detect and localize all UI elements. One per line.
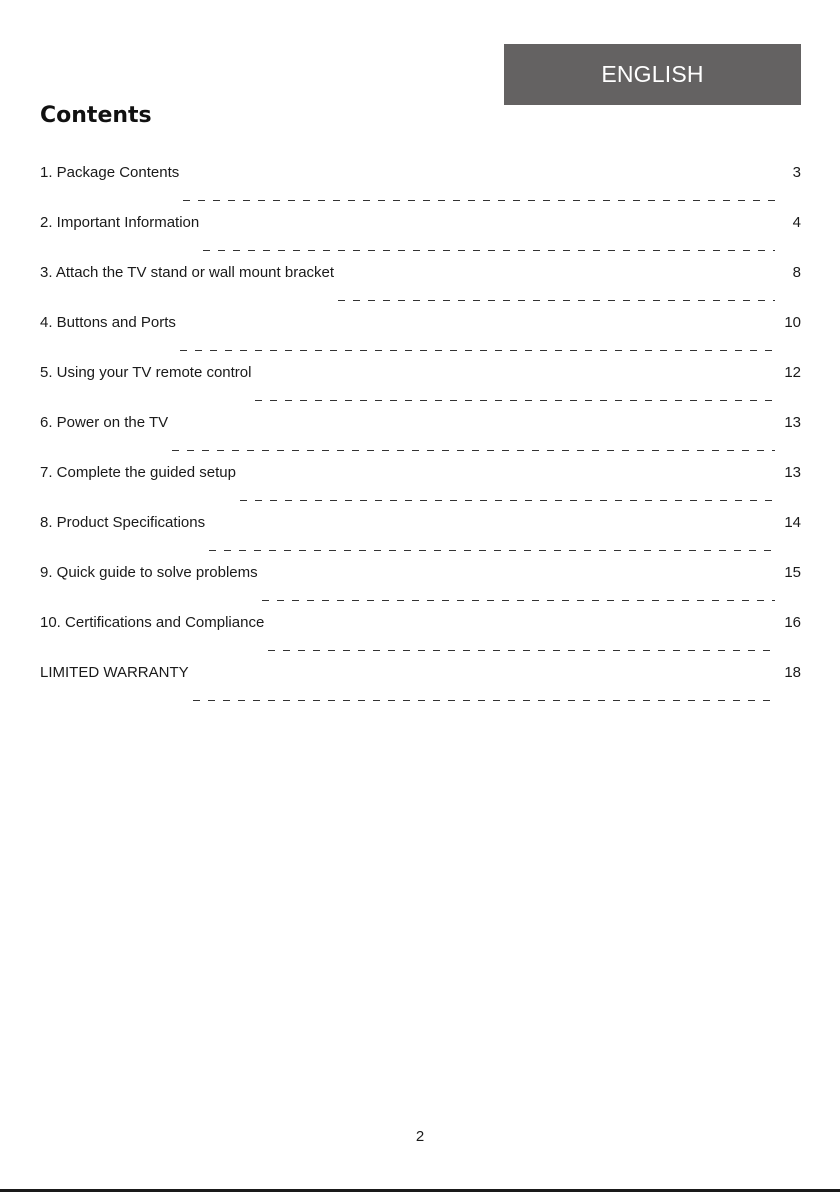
toc-entry-label: 9. Quick guide to solve problems: [40, 564, 258, 581]
toc-entry-guided-setup[interactable]: [40, 464, 801, 514]
toc-dot-leader: [203, 250, 775, 251]
toc-entry-label: 8. Product Specifications: [40, 514, 206, 531]
toc-dot-leader: [338, 300, 775, 301]
toc-entry-label: 10. Certifications and Compliance: [40, 614, 265, 631]
toc-entry-label: 5. Using your TV remote control: [40, 364, 252, 381]
toc-entry-limited-warranty[interactable]: [40, 664, 801, 714]
toc-entry-page: 12: [784, 364, 801, 381]
toc-entry-package-contents[interactable]: [40, 164, 801, 214]
language-tab: [504, 44, 801, 105]
toc-entry-page: 8: [792, 264, 801, 281]
page-number: 2: [415, 1128, 425, 1145]
toc-dot-leader: [268, 650, 775, 651]
toc-entry-label: 4. Buttons and Ports: [40, 314, 176, 331]
toc-entry-page: 15: [784, 564, 801, 581]
toc-entry-page: 18: [784, 664, 801, 681]
toc-entry-product-specifications[interactable]: [40, 514, 801, 564]
toc-entry-page: 4: [792, 214, 801, 231]
toc-entry-label: 2. Important Information: [40, 214, 200, 231]
page-title: Contents: [40, 103, 152, 128]
toc-entry-certifications[interactable]: [40, 614, 801, 664]
toc-dot-leader: [193, 700, 775, 701]
toc-dot-leader: [209, 550, 775, 551]
toc-entry-label: 1. Package Contents: [40, 164, 180, 181]
toc-entry-page: 16: [784, 614, 801, 631]
toc-entry-label: 3. Attach the TV stand or wall mount bracket: [40, 264, 335, 281]
toc-dot-leader: [255, 400, 775, 401]
toc-dot-leader: [172, 450, 775, 451]
toc-entry-label: 7. Complete the guided setup: [40, 464, 236, 481]
toc-entry-page: 3: [792, 164, 801, 181]
toc-entry-remote-control[interactable]: [40, 364, 801, 414]
toc-entry-attach-stand[interactable]: [40, 264, 801, 314]
toc-entry-power-on[interactable]: [40, 414, 801, 464]
table-of-contents: [40, 164, 801, 714]
toc-entry-buttons-ports[interactable]: [40, 314, 801, 364]
toc-dot-leader: [262, 600, 775, 601]
toc-entry-page: 13: [784, 414, 801, 431]
language-label: ENGLISH: [601, 61, 704, 87]
toc-entry-page: 13: [784, 464, 801, 481]
toc-dot-leader: [183, 200, 775, 201]
toc-entry-label: LIMITED WARRANTY: [40, 664, 189, 681]
toc-entry-quick-guide[interactable]: [40, 564, 801, 614]
toc-entry-label: 6. Power on the TV: [40, 414, 169, 431]
toc-entry-page: 14: [784, 514, 801, 531]
toc-dot-leader: [180, 350, 775, 351]
toc-dot-leader: [240, 500, 775, 501]
toc-entry-important-information[interactable]: [40, 214, 801, 264]
toc-entry-page: 10: [784, 314, 801, 331]
